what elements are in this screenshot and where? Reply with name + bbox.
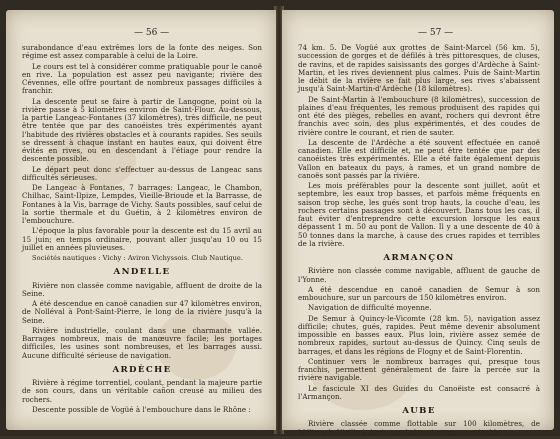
paragraph: Navigation de difficulté moyenne.	[308, 303, 432, 313]
paragraph: Le cours est tel à considérer comme pratiquable pour le canoë en rive. La population est assez peu navigante; rivière des Cévennes, elle offre pourtant de nombreux passages difficiles à franchir.	[22, 61, 262, 96]
right-page	[282, 10, 554, 437]
paragraph: A été descendue en canoë canadien sur 47 kilomètres environ, de Nolléval à Pont-Saint-Pierre, le long de la rivière jusqu'à la Seine.	[22, 299, 262, 325]
paragraph: Le départ peut donc s'effectuer au-dessus de Langeac sans difficultés sérieuses.	[22, 164, 262, 182]
right-page-text	[298, 44, 540, 439]
paragraph: Le fascicule XI des Guides du Canoëiste est consacré à l'Armançon.	[298, 383, 540, 401]
paragraph: De Saint-Martin à l'embouchure (8 kilomètres), succession de plaines d'eau fréquentes, les remous produisent des rapides qui ont été des pièges, rebelles en avant, rochers qui devront être franchis avec soin, des plus expérimentés, et des coudes de rivière contre le courant, et rien de sauter.	[298, 94, 540, 137]
paragraph: 74 km. 5. De Vogüé aux grottes de Saint-Marcel (56 km. 5), succession de gorges et de défilés à très pittoresques, de cluses, de ravins, et de rapides saisissants des gorges d'Ardèche à Saint-Martin, et les rives deviennent plus calmes. Puis de Saint-Martin le débit de la rivière se fait plus large, ses rives s'abaissent jusqu'à Saint-Martin-d'Ardèche (18 kilomètres).	[298, 43, 540, 94]
paragraph: De Langeac à Fontanes, 7 barrages: Langeac, le Chambon, Chilhac, Saint-Ilpize, Lempdes, Vieille-Brioude et la Barrasse, de Fontanes à la Vis, barrage de Vichy. Sauts possibles, sauf celui de la sortie thermale et du Guétin, à 2 kilomètres environ de l'embouchure.	[22, 183, 262, 225]
paragraph: A été descendue en canoë canadien de Semur à son embouchure, sur un parcours de 150 kilomètres environ.	[298, 284, 540, 302]
paragraph: Continuer vers le nombreux barrages qui, presque tous franchis, permettent généralement de faire la percée sur la rivière navigable.	[298, 356, 540, 383]
society-line: Sociétés nautiques : Vichy : Aviron Vichyssois. Club Nautique.	[32, 254, 244, 262]
left-page-text	[22, 44, 262, 416]
section-heading-armancon: ARMANÇON	[383, 253, 455, 263]
section-heading-aube: AUBE	[402, 406, 436, 416]
paragraph: La descente peut se faire à partir de Langogne, point où la rivière passe à 5 kilomètres environ de Saint-Flour. Au-dessous, la partie Langeac-Fontanes (37 kilomètres), très difficile, ne peut être tentée que par des canoéistes très expérimentés ayant l'habitude des rivières obstacles et à courants rapides. Ses seuils se dressent à chaque instant en hautes eaux, qui doivent être évités en rives, ou en descendant à l'étiage pour rendre la descente possible.	[22, 96, 262, 164]
paragraph: La descente de l'Ardèche a été souvent effectuée en canoë canadien. Elle est difficile et, ne peut être tentée que par des canoéistes très expérimentés. Elle a été faite également depuis Vallon en bateaux du pays, à rames, et un grand nombre de canoës sont passés par la rivière.	[298, 137, 540, 180]
page-number: — 57 —	[418, 28, 454, 38]
section-heading-ardeche: ARDÈCHE	[112, 364, 172, 375]
section-heading-andelle: ANDELLE	[113, 267, 171, 278]
paragraph: L'époque la plus favorable pour la descente est du 15 avril au 15 juin; en temps ordinaire, pouvant aller jusqu'au 10 ou 15 juillet en années pluvieuses.	[22, 226, 262, 252]
paragraph: Les mois préférables pour la descente sont juillet, août et septembre, les eaux trop basses, et parfois même fréquents en saison trop sèche, les gués sont trop hauts, la couche d'eau, les rochers certains passages sont à découvert. Dans tous les cas, il faut éviter d'entreprendre cette excursion lorsque les eaux dépassent 1 m. 50 au pont de Vallon. Il y a une descente de 40 à 50 tonnes dans la marche, à cause des crues rapides et terribles de la rivière.	[298, 181, 540, 248]
paragraph: surabondance d'eau extrêmes lors de la fonte des neiges. Son régime est assez comparable à celui de la Loire.	[22, 43, 262, 61]
paragraph: Rivière classée comme flottable sur 100 kilomètres, de Mélisey-la-Vieille à Arcis-sur-Aube, et comme navigable.	[298, 419, 540, 437]
paragraph: Descente possible de Vogüé à l'embouchure dans le Rhône :	[32, 404, 251, 414]
paragraph: Rivière non classée comme navigable, affluent de droite de la Seine.	[22, 280, 262, 298]
paragraph: Rivière à régime torrentiel, coulant, pendant la majeure partie de son cours, dans un véritable cañon creusé au milieu des rochers.	[22, 378, 262, 404]
paragraph: Rivière industrielle, coulant dans une charmante vallée. Barrages nombreux, mais de manœuvre facile; les portages difficiles, les usines sont nombreuses, et les barrages aussi. Aucune difficulté sérieuse de navigation.	[22, 325, 262, 360]
left-page	[6, 10, 276, 430]
paragraph: Rivière non classée comme navigable, affluent de gauche de l'Yonne.	[298, 266, 540, 284]
page-number: — 56 —	[134, 28, 170, 38]
paragraph: De Semur à Quincy-le-Vicomte (28 km. 5), navigation assez difficile; chutes, gués, rapides. Peut même devenir absolument impossible en basses eaux. Plus loin, rivière assez semée de nombreux rapides, surtout au-dessus de Quincy. Cinq seuls de barrages, et dans les régions de Flogny et de Saint-Florentin.	[298, 313, 540, 356]
